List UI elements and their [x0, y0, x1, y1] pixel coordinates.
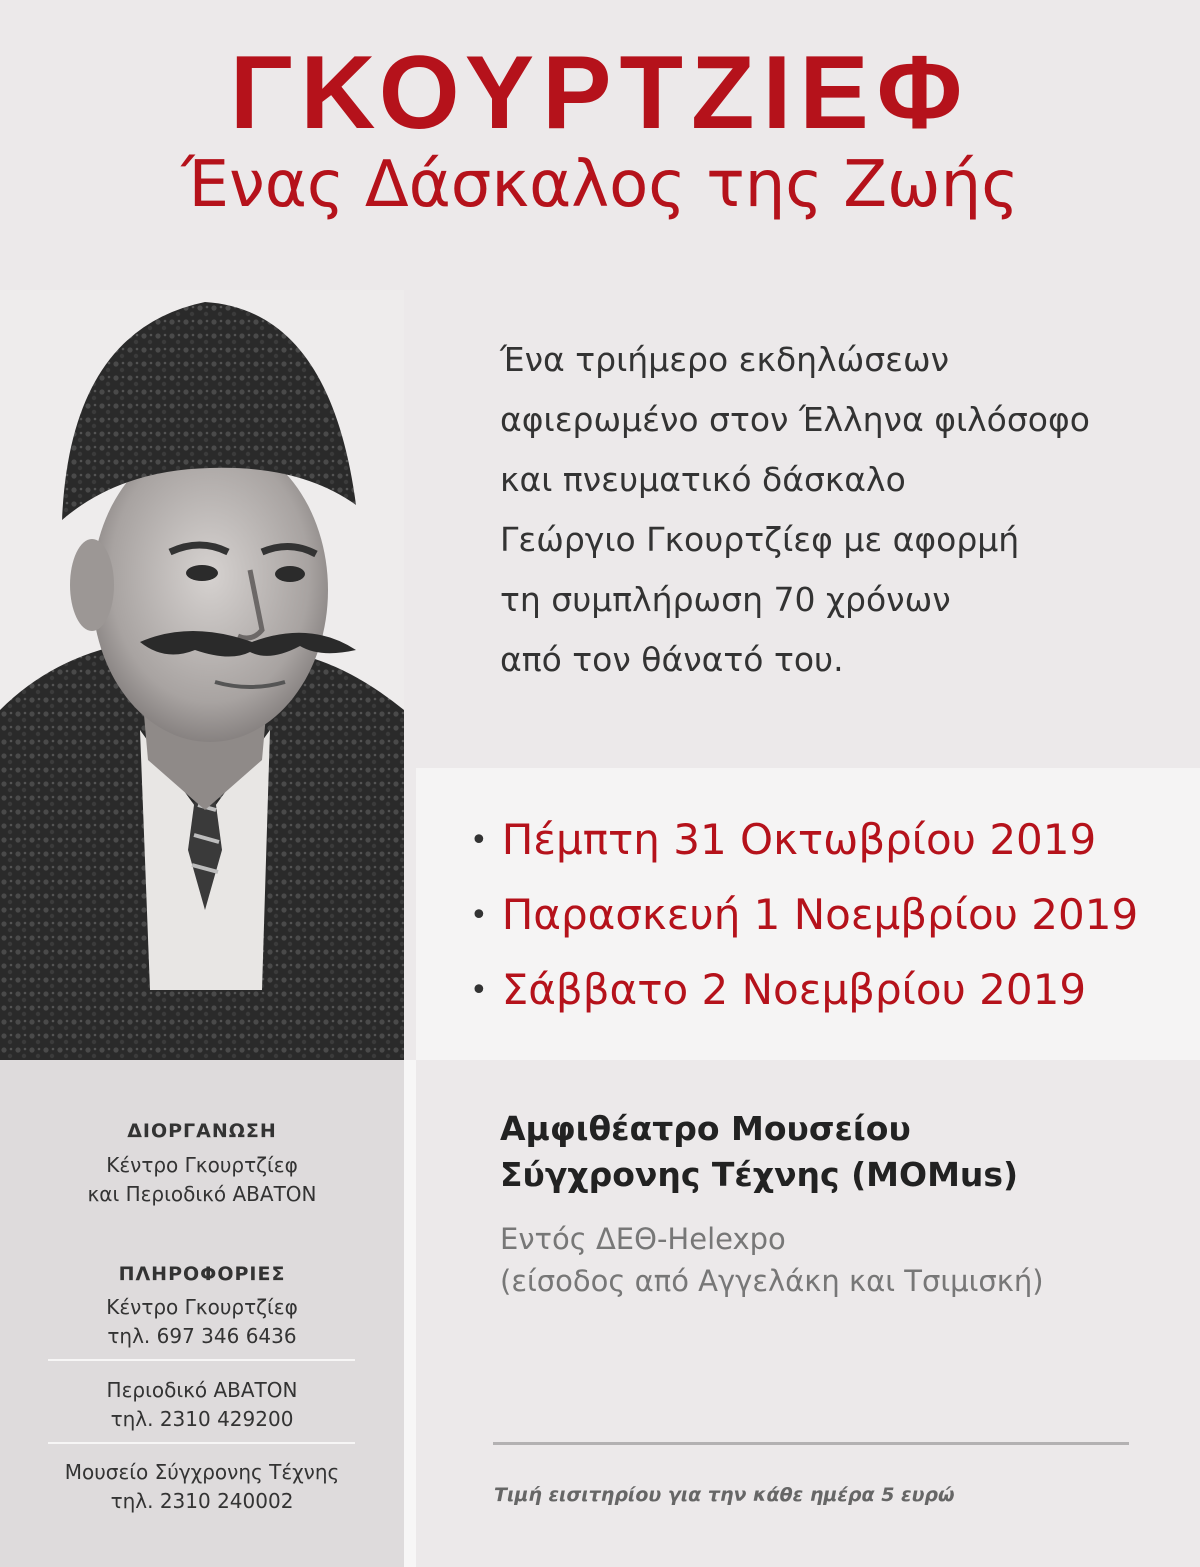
ticket-price-note: Τιμή εισιτηρίου για την κάθε ημέρα 5 ευρώ [494, 1484, 955, 1506]
contact-phone: τηλ. 2310 240002 [110, 1489, 294, 1513]
contact-divider [48, 1359, 355, 1361]
info-heading: ΠΛΗΡΟΦΟΡΙΕΣ [118, 1263, 286, 1285]
venue-sub-line: Εντός ΔΕΘ-Helexpo [500, 1222, 786, 1256]
poster-subtitle: Ένας Δάσκαλος της Ζωής [181, 148, 1019, 222]
event-date-item [470, 955, 1138, 1030]
contact-phone: τηλ. 2310 429200 [110, 1407, 294, 1431]
event-date-item [470, 880, 1138, 955]
intro-line: Γεώργιο Γκουρτζίεφ με αφορμή [500, 520, 1020, 559]
venue-line: Αμφιθέατρο Μουσείου [500, 1109, 911, 1148]
venue-name [500, 1106, 1160, 1198]
poster-title: ΓΚΟΥΡΤΖΙΕΦ [229, 35, 971, 151]
contact-divider [48, 1442, 355, 1444]
contact-name: Περιοδικό ΑΒΑΤΟΝ [106, 1378, 298, 1402]
intro-line: αφιερωμένο στον Έλληνα φιλόσοφο [500, 400, 1090, 439]
event-date-item [470, 805, 1138, 880]
ticket-divider [493, 1442, 1129, 1445]
contact-name: Μουσείο Σύγχρονης Τέχνης [64, 1460, 340, 1484]
event-date-text: Πέμπτη 31 Οκτωβρίου 2019 [501, 815, 1097, 864]
organization-line: και Περιοδικό ΑΒΑΤΟΝ [87, 1182, 317, 1206]
intro-line: και πνευματικό δάσκαλο [500, 460, 906, 499]
contact-phone: τηλ. 697 346 6436 [107, 1324, 297, 1348]
bullet-icon: • [470, 973, 488, 1008]
intro-text [500, 330, 1180, 690]
intro-line: τη συμπλήρωση 70 χρόνων [500, 580, 951, 619]
venue-location [500, 1218, 1160, 1302]
event-dates-list [470, 805, 1138, 1030]
event-date-text: Σάββατο 2 Νοεμβρίου 2019 [501, 965, 1087, 1014]
organization-line: Κέντρο Γκουρτζίεφ [106, 1153, 298, 1177]
bullet-icon: • [470, 898, 488, 933]
gurdjieff-portrait [0, 290, 404, 1060]
event-date-text: Παρασκευή 1 Νοεμβρίου 2019 [501, 890, 1139, 939]
venue-sub-line: (είσοδος από Αγγελάκη και Τσιμισκή) [500, 1264, 1044, 1298]
intro-line: Ένα τριήμερο εκδηλώσεων [500, 340, 950, 379]
vertical-divider [404, 1060, 416, 1567]
contact-name: Κέντρο Γκουρτζίεφ [106, 1295, 298, 1319]
venue-line: Σύγχρονης Τέχνης (MOMus) [500, 1155, 1019, 1194]
intro-line: από τον θάνατό του. [500, 640, 844, 679]
organization-heading: ΔΙΟΡΓΑΝΩΣΗ [127, 1120, 277, 1142]
bullet-icon: • [470, 823, 488, 858]
